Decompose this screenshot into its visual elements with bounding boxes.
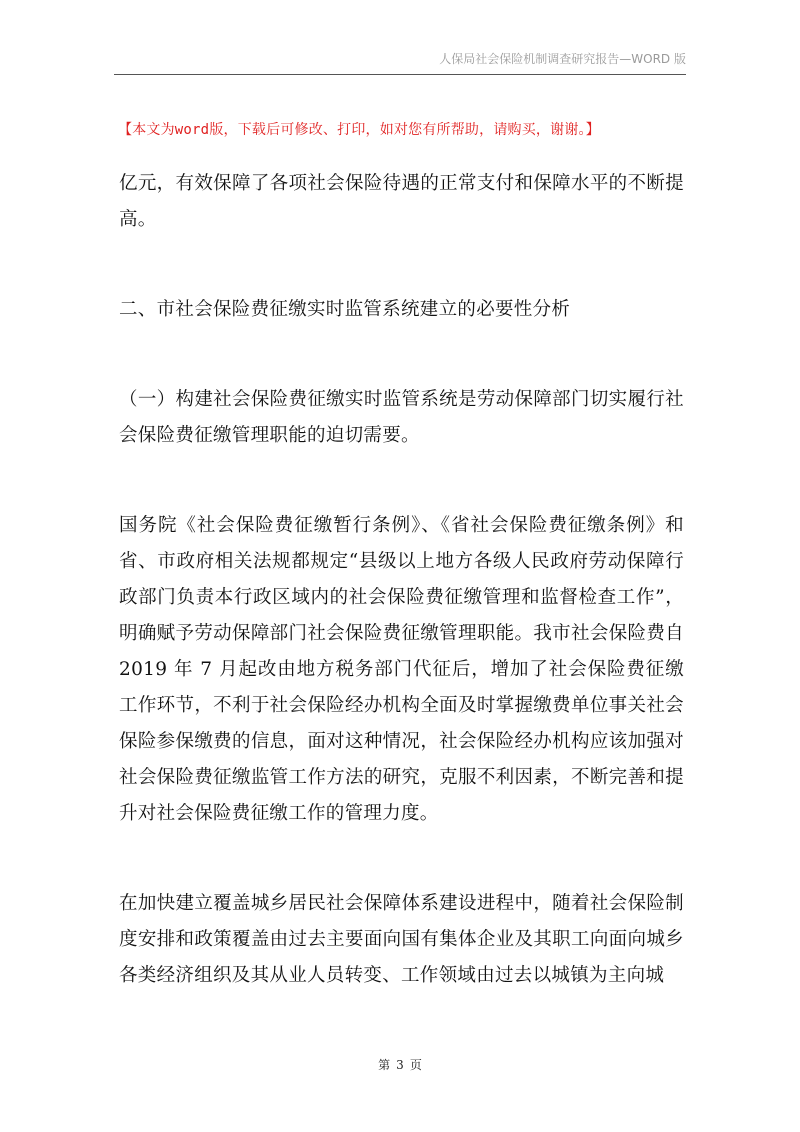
page-suffix: 页 (409, 1058, 422, 1072)
page-prefix: 第 (378, 1058, 391, 1072)
subsection-heading: （一）构建社会保险费征缴实时监管系统是劳动保障部门切实履行社会保险费征缴管理职能的迫切需要。 (119, 389, 684, 446)
page-number: 3 (396, 1058, 404, 1072)
running-header-title: 人保局社会保险机制调查研究报告—WORD 版 (439, 52, 686, 66)
paragraph-coverage: 在加快建立覆盖城乡居民社会保障体系建设进程中，随着社会保险制度安排和政策覆盖由过去主要面向国有集体企业及其职工向面向城乡各类经济组织及其从业人员转变、工作领域由过去以城镇为主向城 (119, 893, 684, 986)
page-footer (0, 1057, 800, 1073)
section-heading: 二、市社会保险费征缴实时监管系统建立的必要性分析 (119, 299, 571, 320)
paragraph-continuation: 亿元，有效保障了各项社会保险待遇的正常支付和保障水平的不断提高。 (119, 173, 684, 230)
document-body (119, 166, 684, 994)
paragraph-regulations: 国务院《社会保险费征缴暂行条例》、《省社会保险费征缴条例》和省、市政府相关法规都规定“县级以上地方各级人民政府劳动保障行政部门负责本行政区域内的社会保险费征缴管理和监督检查工作”，明确赋予劳动保障部门社会保险费征缴管理职能。我市社会保险费自2019 年 7 月起改由地方税务部门代征后，增加了社会保险费征缴工作环节，不利于社会保险经办机构全面及时掌握缴费单位事关社会保险参保缴费的信息，面对这种情况，社会保险经办机构应该加强对社会保险费征缴监管工作方法的研究，克服不利因素，不断完善和提升对社会保险费征缴工作的管理力度。 (119, 515, 684, 824)
purchase-notice: 【本文为word版，下载后可修改、打印，如对您有所帮助，请购买，谢谢。】 (118, 122, 600, 138)
running-header (114, 50, 686, 75)
